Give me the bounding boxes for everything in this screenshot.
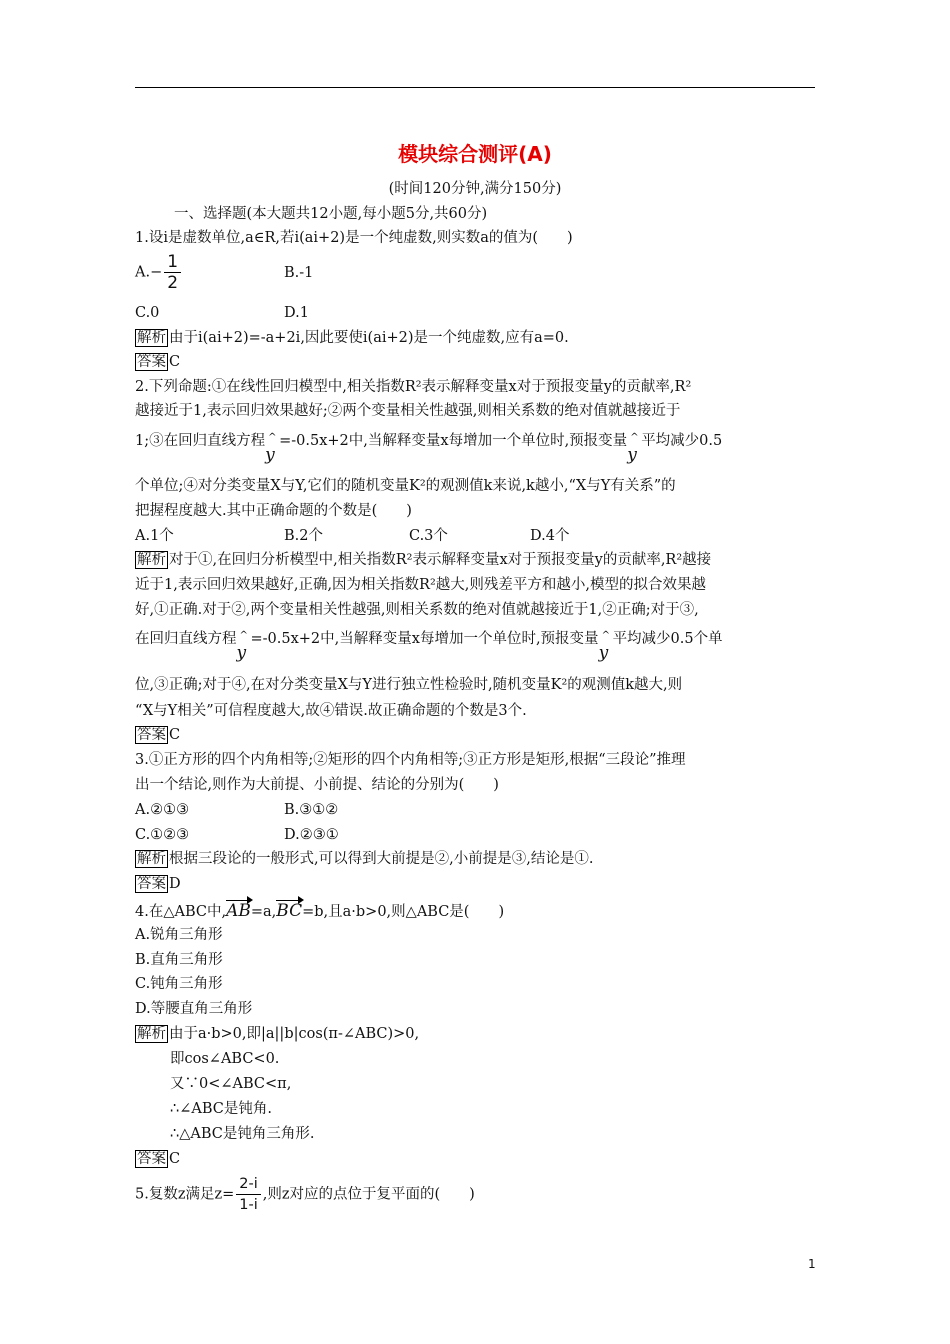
q2-line-5: 把握程度越大.其中正确命题的个数是( ) [135, 503, 412, 519]
q2-analysis-1: 解析 对于①,在回归分析模型中,相关指数R²表示解释变量x对于预报变量y的贡献率,R²越接 [137, 552, 712, 568]
q2-answer: 答案 C [137, 727, 181, 743]
analysis-tag: 解析 [137, 851, 166, 867]
q4-analysis-1: 解析 由于a·b>0,即|a||b|cos(π-∠ABC)>0, [137, 1026, 420, 1042]
q4-option-c: C.钝角三角形 [135, 976, 223, 992]
q3-line-1: 3.①正方形的四个内角相等;②矩形的四个内角相等;③正方形是矩形,根据“三段论”推理 [135, 752, 686, 768]
q4-stem: 4.在△ABC中,AB=a,BC=b,且a·b>0,则△ABC是( ) [135, 898, 504, 921]
q2-line-4: 个单位;④对分类变量X与Y,它们的随机变量K²的观测值k来说,k越小,“X与Y有关系”的 [135, 478, 676, 494]
q4-option-d: D.等腰直角三角形 [135, 1001, 253, 1017]
q4-analysis-5: ∴△ABC是钝角三角形. [170, 1126, 315, 1142]
q3-option-b: B.③①② [284, 802, 339, 818]
page-number: 1 [808, 1257, 816, 1271]
q2-option-c: C.3个 [409, 528, 448, 544]
q1-answer: 答案 C [137, 354, 181, 370]
q4-analysis-2: 即cos∠ABC<0. [170, 1051, 280, 1067]
q2-analysis-6: “X与Y相关”可信程度越大,故④错误.故正确命题的个数是3个. [135, 703, 527, 719]
q4-answer: 答案 C [137, 1151, 181, 1167]
q1-analysis: 解析 由于i(ai+2)=-a+2i,因此要使i(ai+2)是一个纯虚数,应有a=0. [137, 330, 569, 346]
q3-option-d: D.②③① [284, 827, 339, 843]
q1-stem: 1.设i是虚数单位,a∈R,若i(ai+2)是一个纯虚数,则实数a的值为( ) [135, 230, 573, 246]
q4-analysis-3: 又∵0<∠ABC<π, [170, 1076, 292, 1092]
subtitle: (时间120分钟,满分150分) [388, 181, 562, 197]
q1-option-d: D.1 [284, 305, 309, 321]
q2-option-d: D.4个 [530, 528, 570, 544]
answer-tag: 答案 [137, 1151, 166, 1167]
q3-answer: 答案 D [137, 876, 181, 892]
q5-stem: 5.复数z满足z= $\frac{2-i}{1-i}$ ,则z对应的点位于复平面的( ) [135, 1176, 475, 1213]
y-hat-symbol: ^ y [265, 432, 277, 465]
answer-tag: 答案 [137, 876, 166, 892]
y-hat-symbol: ^ y [627, 432, 639, 465]
q4-option-a: A.锐角三角形 [135, 927, 223, 943]
q2-analysis-2: 近于1,表示回归效果越好,正确,因为相关指数R²越大,则残差平方和越小,模型的拟合效果越 [135, 577, 706, 593]
q2-analysis-3: 好,①正确.对于②,两个变量相关性越强,则相关系数的绝对值就越接近于1,②正确;对于③, [135, 602, 699, 618]
section-heading: 一、选择题(本大题共12小题,每小题5分,共60分) [174, 206, 488, 222]
answer-tag: 答案 [137, 727, 166, 743]
y-hat-symbol: ^ y [598, 630, 610, 663]
fraction: $\frac{1}{2}$ [164, 252, 181, 293]
q3-line-2: 出一个结论,则作为大前提、小前提、结论的分别为( ) [135, 777, 499, 793]
analysis-tag: 解析 [137, 330, 166, 346]
q2-option-a: A.1个 [135, 528, 174, 544]
page-title: 模块综合测评(A) [398, 142, 552, 166]
q2-analysis-4: 在回归直线方程 ^ y =-0.5x+2中,当解释变量x每增加一个单位时,预报变量 ^ y 平均减少0.5个单 [135, 630, 723, 663]
vector-bc: BC [276, 898, 302, 920]
q2-line-1: 2.下列命题:①在线性回归模型中,相关指数R²表示解释变量x对于预报变量y的贡献率,R² [135, 379, 692, 395]
analysis-tag: 解析 [137, 552, 166, 568]
q2-line-2: 越接近于1,表示回归效果越好;②两个变量相关性越强,则相关系数的绝对值就越接近于 [135, 403, 681, 419]
q3-analysis: 解析 根据三段论的一般形式,可以得到大前提是②,小前提是③,结论是①. [137, 851, 594, 867]
q2-line-3: 1;③在回归直线方程 ^ y =-0.5x+2中,当解释变量x每增加一个单位时,预报变量 ^ y 平均减少0.5 [135, 432, 723, 465]
q4-analysis-4: ∴∠ABC是钝角. [170, 1101, 272, 1117]
q1-option-b: B.-1 [284, 265, 314, 281]
q4-option-b: B.直角三角形 [135, 952, 223, 968]
q1-option-c: C.0 [135, 305, 160, 321]
q1-option-a: A.− $\frac{1}{2}$ [135, 252, 183, 293]
q2-option-b: B.2个 [284, 528, 323, 544]
header-rule [135, 87, 815, 88]
fraction: $\frac{2-i}{1-i}$ [236, 1174, 261, 1215]
q3-option-a: A.②①③ [135, 802, 190, 818]
q3-option-c: C.①②③ [135, 827, 190, 843]
q2-analysis-5: 位,③正确;对于④,在对分类变量X与Y进行独立性检验时,随机变量K²的观测值k越大,则 [135, 677, 683, 693]
vector-ab: AB [226, 898, 251, 920]
answer-tag: 答案 [137, 354, 166, 370]
analysis-tag: 解析 [137, 1026, 166, 1042]
y-hat-symbol: ^ y [236, 630, 248, 663]
